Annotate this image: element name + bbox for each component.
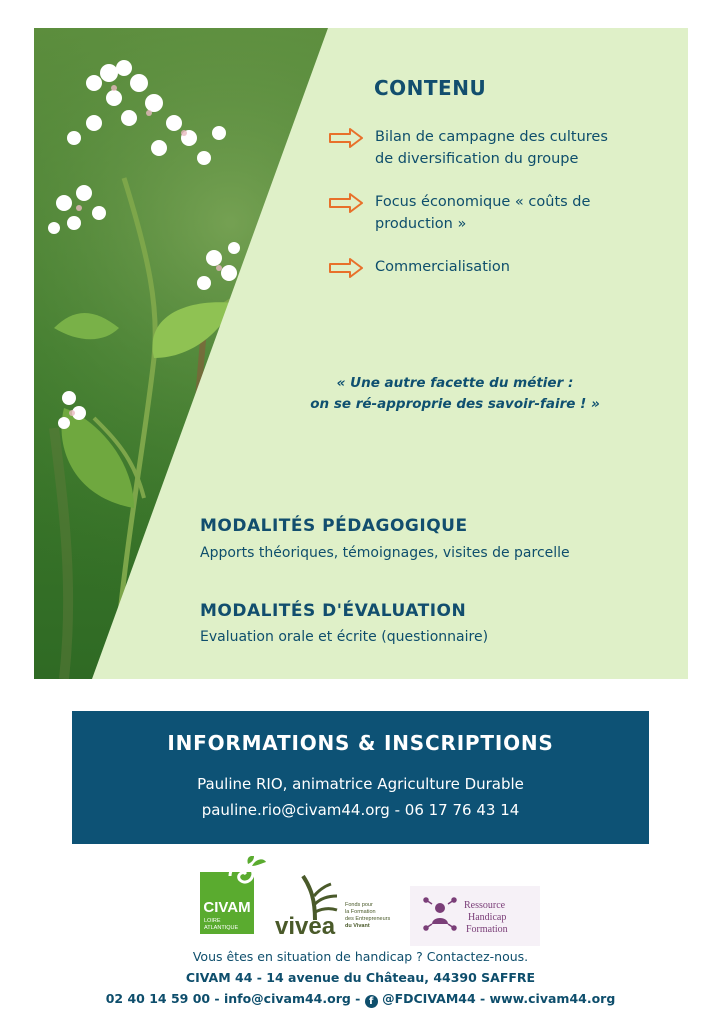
footer-contacts-left[interactable]: 02 40 14 59 00 - info@civam44.org - xyxy=(105,991,365,1006)
svg-text:Formation: Formation xyxy=(466,924,508,935)
vivea-logo[interactable] xyxy=(275,870,405,940)
list-item xyxy=(328,126,625,170)
footer-handicap-note: Vous êtes en situation de handicap ? Contactez-nous. xyxy=(192,949,529,964)
facebook-icon[interactable]: f xyxy=(365,995,378,1008)
svg-text:Fonds pour: Fonds pour xyxy=(345,902,373,908)
contenu-item-label: Focus économique « coûts de production » xyxy=(375,194,591,232)
contenu-heading: CONTENU xyxy=(374,76,487,100)
footer-contacts xyxy=(0,991,721,1008)
info-heading: INFORMATIONS & INSCRIPTIONS xyxy=(167,731,554,755)
civam-logo-sub: LOIRE xyxy=(204,918,221,924)
pedagogique-text: Apports théoriques, témoignages, visites de parcelle xyxy=(200,545,570,561)
footer-address: CIVAM 44 - 14 avenue du Château, 44390 SAFFRE xyxy=(185,970,536,985)
quote xyxy=(290,373,620,415)
info-box xyxy=(72,711,649,844)
civam-logo-sub: ATLANTIQUE xyxy=(204,925,239,931)
info-contact: Pauline RIO, animatrice Agriculture Durable xyxy=(197,775,524,793)
quote-line: on se ré-approprie des savoir-faire ! » xyxy=(310,396,600,412)
svg-text:du Vivant: du Vivant xyxy=(345,923,370,929)
arrow-right-icon xyxy=(328,193,364,213)
pedagogique-heading: MODALITÉS PÉDAGOGIQUE xyxy=(200,516,468,536)
handicap-formation-logo[interactable] xyxy=(410,886,540,946)
info-details[interactable]: pauline.rio@civam44.org - 06 17 76 43 14 xyxy=(201,801,520,819)
contenu-item-label: Bilan de campagne des cultures de diversification du groupe xyxy=(375,129,608,167)
arrow-right-icon xyxy=(328,258,364,278)
list-item xyxy=(328,256,625,278)
footer-contacts-right[interactable]: @FDCIVAM44 - www.civam44.org xyxy=(382,991,616,1006)
vivea-logo-name: vivea xyxy=(275,913,336,940)
civam-logo-name: CIVAM xyxy=(203,899,251,916)
list-item xyxy=(328,191,625,235)
civam-logo[interactable] xyxy=(200,856,270,936)
arrow-right-icon xyxy=(328,128,364,148)
quote-line: « Une autre facette du métier : xyxy=(336,375,574,391)
partner-logos xyxy=(0,856,721,946)
svg-text:la Formation: la Formation xyxy=(345,909,376,915)
svg-text:Handicap: Handicap xyxy=(468,912,507,923)
contenu-item-label: Commercialisation xyxy=(375,259,510,275)
hero-panel xyxy=(34,28,688,679)
svg-text:des Entrepreneurs: des Entrepreneurs xyxy=(345,916,391,922)
evaluation-text: Evaluation orale et écrite (questionnaire) xyxy=(200,629,489,645)
evaluation-heading: MODALITÉS D'ÉVALUATION xyxy=(200,601,467,621)
svg-text:Ressource: Ressource xyxy=(464,900,506,911)
